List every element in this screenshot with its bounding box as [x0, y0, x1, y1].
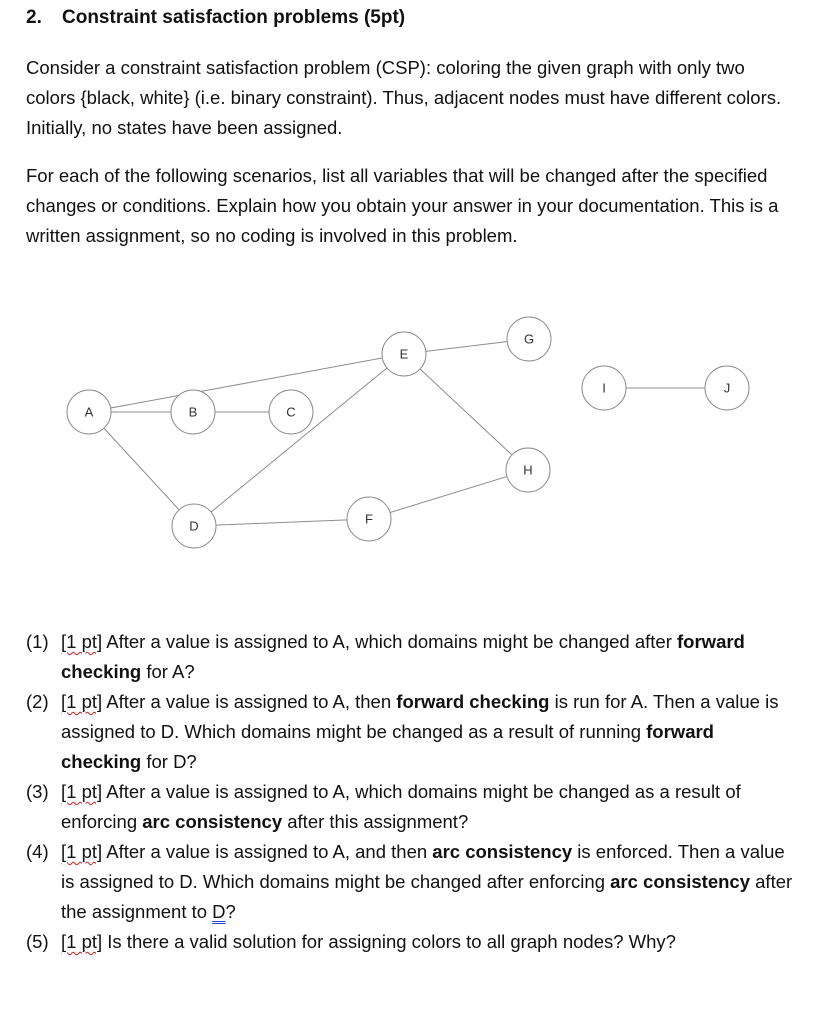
question-keyword: forward checking	[61, 721, 714, 772]
node-i	[582, 366, 626, 410]
node-f	[347, 497, 391, 541]
question-text: After a value is assigned to A, then	[106, 691, 397, 712]
edge-e-h	[404, 354, 528, 470]
node-c	[269, 390, 313, 434]
graph-nodes	[67, 317, 749, 548]
edge-a-d	[89, 412, 194, 526]
question-text: for A?	[141, 661, 195, 682]
question-number: (1)	[26, 631, 49, 652]
section-heading	[26, 5, 405, 31]
question-text: After a value is assigned to A, which domains might be changed after	[106, 631, 678, 652]
edge-d-f	[194, 519, 369, 526]
section-number: 2.	[26, 7, 42, 28]
question-keyword: forward checking	[396, 691, 550, 712]
node-d	[172, 504, 216, 548]
node-i-label: I	[602, 380, 606, 396]
node-h	[506, 448, 550, 492]
node-a	[67, 390, 111, 434]
question-points: [1 pt]	[61, 631, 103, 652]
question-number: (2)	[26, 691, 49, 712]
question-text: for D?	[141, 751, 197, 772]
edge-f-h	[369, 470, 528, 519]
question-item-3	[26, 777, 796, 837]
question-number: (3)	[26, 781, 49, 802]
question-text: is run for A. Then a value is assigned to D. Which domains might be changed as a result of running	[61, 691, 779, 742]
question-item-2	[26, 687, 796, 777]
question-keyword: arc consistency	[142, 811, 283, 832]
question-list	[26, 627, 796, 957]
question-item-4	[26, 837, 796, 927]
node-j-label: J	[723, 380, 731, 396]
node-f-label: F	[365, 511, 373, 527]
node-a-label: A	[84, 404, 94, 420]
section-title: Constraint satisfaction problems (5pt)	[62, 7, 406, 28]
question-keyword: arc consistency	[610, 871, 750, 892]
edge-a-e	[89, 354, 404, 412]
node-g	[507, 317, 551, 361]
intro-paragraph-2: For each of the following scenarios, list all variables that will be changed after the specified changes or conditions. Explain how you obtain your answer in your documentation. This is a written assignment, so no coding is involved in this problem.	[26, 165, 779, 246]
question-points: [1 pt]	[61, 781, 103, 802]
question-text: ?	[225, 901, 236, 922]
question-text: after the assignment to	[61, 871, 793, 922]
question-points: [1 pt]	[61, 931, 103, 952]
question-keyword: forward checking	[61, 631, 745, 682]
node-d-label: D	[189, 518, 199, 534]
node-b-label: B	[188, 404, 198, 420]
question-number: (4)	[26, 841, 49, 862]
csp-graph-diagram	[0, 300, 833, 570]
question-keyword: arc consistency	[432, 841, 573, 862]
node-j	[705, 366, 749, 410]
node-e	[382, 332, 426, 376]
question-number: (5)	[26, 931, 49, 952]
node-c-label: C	[286, 404, 296, 420]
intro-paragraph-1: Consider a constraint satisfaction problem (CSP): coloring the given graph with only two colors {black, white} (i.e. binary constraint). Thus, adjacent nodes must have different colors. Initially, no states have been assigned.	[26, 57, 782, 138]
question-text: After a value is assigned to A, which domains might be changed as a result of enforcing	[61, 781, 741, 832]
question-item-5	[26, 927, 796, 957]
question-text: after this assignment?	[282, 811, 469, 832]
question-node-reference: D	[212, 901, 226, 922]
node-h-label: H	[523, 462, 533, 478]
question-points: [1 pt]	[61, 691, 103, 712]
question-item-1	[26, 627, 796, 687]
node-b	[171, 390, 215, 434]
question-text: is enforced. Then a value is assigned to D. Which domains might be changed after enforcing	[61, 841, 785, 892]
node-g-label: G	[523, 331, 535, 347]
question-text: Is there a valid solution for assigning colors to all graph nodes? Why?	[107, 931, 676, 952]
question-points: [1 pt]	[61, 841, 103, 862]
question-text: After a value is assigned to A, and then	[106, 841, 433, 862]
node-e-label: E	[399, 346, 409, 362]
